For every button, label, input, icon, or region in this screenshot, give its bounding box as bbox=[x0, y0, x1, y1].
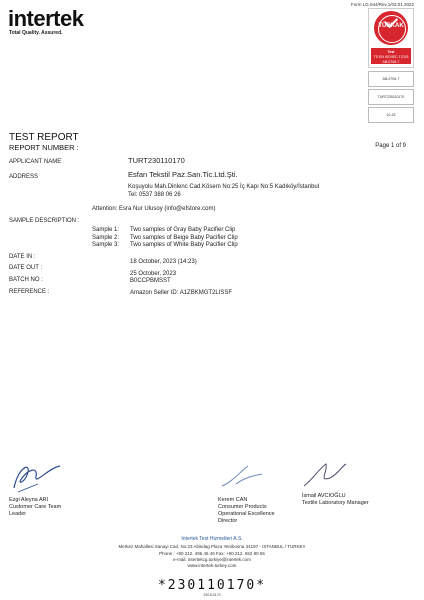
applicant-name: Esfan Tekstil Paz.San.Tic.Ltd.Şti. bbox=[128, 170, 238, 179]
sample-2-text: Two samples of Beige Baby Pacifier Clip bbox=[130, 235, 238, 241]
batch-label: BATCH NO : bbox=[9, 277, 43, 283]
date-in: 18 October, 2023 (14:23) bbox=[130, 259, 197, 265]
sample-description-label: SAMPLE DESCRIPTION : bbox=[9, 218, 80, 224]
intertek-logo: intertek bbox=[8, 6, 84, 31]
footer-address: Merkez Mahallesi Sanayi Cad. No:23 Altindag Plaza Yenibosna 34197 - ISTANBUL / TURKEY bbox=[118, 544, 306, 549]
date-in-label: DATE IN : bbox=[9, 254, 36, 260]
stamp-report-number: TURT230110170 bbox=[368, 89, 414, 105]
signatory-can: Kerem CAN Consumer Products Operational Excellence Director bbox=[218, 497, 275, 524]
sample-2-label: Sample 2: bbox=[92, 235, 120, 241]
address-line2: Tel: 0537 388 06 26 bbox=[128, 192, 181, 198]
stamp-date: 10-23 bbox=[368, 107, 414, 123]
reference: Amazon Seller ID: A1ZBKMGT2LISSF bbox=[130, 290, 233, 296]
page-number: Page 1 of 9 bbox=[375, 143, 406, 149]
sample-3-text: Two samples of White Baby Pacifier Clip bbox=[130, 242, 238, 248]
signature-ari bbox=[8, 458, 68, 496]
turkak-badge bbox=[368, 8, 414, 68]
batch-number: B0CCPBMSST bbox=[130, 278, 171, 284]
reference-label: REFERENCE : bbox=[9, 289, 50, 295]
address-label: ADDRESS bbox=[9, 174, 39, 180]
tagline: Total Quality. Assured. bbox=[9, 30, 63, 36]
turkak-seal-icon: TÜRKAK bbox=[374, 11, 408, 45]
sample-1-text: Two samples of Gray Baby Pacifier Clip bbox=[130, 227, 236, 233]
signatory-avcioglu: İsmail AVCIOĞLU Textile Laboratory Manager bbox=[302, 493, 369, 506]
signatory-ari: Ezgi Aleyna ARI Customer Care Team Leader bbox=[9, 497, 62, 517]
accreditation-band: Test TS EN ISO/IEC 17025 AB-0706-T bbox=[371, 48, 411, 64]
page-title: TEST REPORT bbox=[9, 132, 79, 143]
signature-can bbox=[218, 460, 268, 492]
sample-1-label: Sample 1: bbox=[92, 227, 120, 233]
footer-phone: Phone : +90 212. 496 46 46 Fax: +90 212. 652 80 55 bbox=[159, 551, 265, 556]
barcode-caption: 230110170 bbox=[203, 593, 221, 597]
signature-avcioglu bbox=[300, 458, 350, 492]
report-number: TURT230110170 bbox=[128, 156, 185, 165]
report-number-label: REPORT NUMBER : bbox=[9, 143, 79, 152]
barcode: *230110170* bbox=[157, 578, 267, 593]
address-line1: Koşuyolu Mah.Dinlenc Cad.Kösem No:25 İç Kapı No:5 Kadıköy/İstanbul bbox=[128, 184, 320, 190]
date-out: 25 October, 2023 bbox=[130, 271, 177, 277]
form-id: Form LG.044/Rev.1/03.01.2022 bbox=[351, 2, 414, 7]
stamp-accreditation: AB-0706-T bbox=[368, 71, 414, 87]
sample-3-label: Sample 3: bbox=[92, 242, 120, 248]
attention: Attention: Esra Nur Ulusoy (info@efstore.com) bbox=[92, 206, 216, 212]
footer-email: e-mail: intertekcg.turkiye@intertek.com bbox=[173, 557, 251, 562]
applicant-label: APPLICANT NAME bbox=[9, 159, 62, 165]
date-out-label: DATE OUT : bbox=[9, 265, 43, 271]
footer-website: www.intertek-turkey.com bbox=[187, 563, 237, 568]
footer-company: Intertek Test Hizmetleri A.S. bbox=[181, 536, 243, 542]
